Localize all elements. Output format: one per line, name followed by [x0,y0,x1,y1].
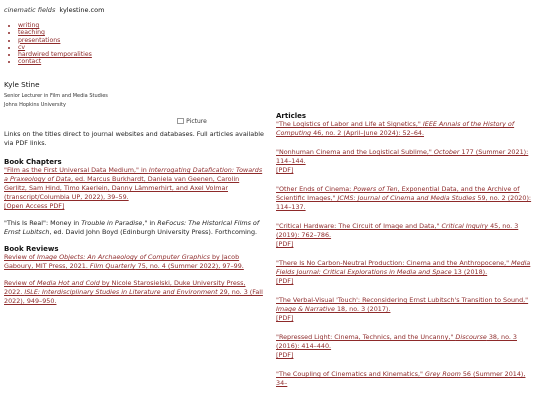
pdf-link[interactable]: [PDF] [276,351,294,359]
broken-image-icon [177,118,184,124]
picture-placeholder [120,116,264,126]
article-8-link[interactable]: "The Coupling of Cinematics and Kinematics," Grey Room 56 (Summer 2014), 34– [276,370,526,387]
article-1-link[interactable]: "The Logistics of Labor and Life at Signetics," IEEE Annals of the History of Computing 46, no. 2 (April–June 2024): 52–64. [276,120,515,137]
site-domain[interactable]: kylestine.com [59,6,105,14]
pdf-link[interactable]: [PDF] [276,240,294,248]
articles-heading: Articles [276,112,307,120]
nav-link-cv[interactable]: cv [18,43,26,51]
article-entry-2 [276,148,536,175]
main-nav [8,22,92,66]
chapter-entry-2: "This Is Real": Money in Trouble in Paradise," in ReFocus: The Historical Films of Ernst Lubitsch, ed. David John Boyd (Edinburgh University Press). Forthcoming. [4,219,260,236]
review-1-link[interactable]: Review of Image Objects: An Archaeology of Computer Graphics by Jacob Gaboury, MIT Press, 2021. Film Quarterly 75, no. 4 (Summer 2022), 97–99. [4,253,244,270]
nav-link-teaching[interactable]: teaching [18,29,45,37]
article-6-link[interactable]: "The Verbal-Visual 'Touch': Reconsidering Ernst Lubitsch's Transition to Sound," Image & Narrative 18, no. 3 (2017). [276,296,529,313]
article-2-link[interactable]: "Nonhuman Cinema and the Logistical Sublime," October 177 (Summer 2021): 114–144. [276,148,529,165]
nav-item-cv[interactable] [18,44,92,51]
article-7-link[interactable]: "Repressed Light: Cinema, Technics, and the Uncanny," Discourse 38, no. 3 (2016): 414–440. [276,333,517,350]
review-2-link[interactable]: Review of Media Hot and Cold by Nicole Starosielski, Duke University Press, 2022. ISLE: Interdisciplinary Studies in Literature and Environment 29, no. 3 (Fall 2022), 949–950. [4,279,263,305]
site-header [4,6,104,14]
nav-link-contact[interactable]: contact [18,58,42,66]
article-5-link[interactable]: "There Is No Carbon-Neutral Production: Cinema and the Anthropocene," Media Fields Journal: Critical Explorations in Media and Space 13 (2018). [276,259,531,276]
chapter-entry-1 [4,166,264,211]
open-access-pdf-link[interactable]: [Open Access PDF] [4,202,65,210]
nav-item-hardwired[interactable] [18,51,92,58]
pdf-link[interactable]: [PDF] [276,166,294,174]
author-name: Kyle Stine [4,80,40,89]
review-entry-2 [4,279,264,306]
intro-text: Links on the titles direct to journal websites and databases. Full articles available via PDF links. [4,130,264,147]
pdf-link[interactable]: [PDF] [276,277,294,285]
review-entry-1 [4,253,264,271]
article-entry-8 [276,370,536,388]
nav-item-presentations[interactable] [18,37,92,44]
article-4-link[interactable]: "Critical Hardware: The Circuit of Image and Data," Critical Inquiry 45, no. 3 (2019): 762–786. [276,222,519,239]
article-entry-1 [276,120,536,138]
nav-item-contact[interactable] [18,58,92,65]
book-reviews-heading: Book Reviews [4,245,59,253]
pdf-link[interactable]: [PDF] [276,314,294,322]
picture-alt-text: Picture [186,117,207,125]
nav-item-writing[interactable] [18,22,92,29]
nav-link-presentations[interactable]: presentations [18,36,61,44]
author-institution: Johns Hopkins University [4,102,66,108]
article-entry-5 [276,259,536,286]
book-chapters-heading: Book Chapters [4,158,62,166]
site-tagline: cinematic fields [4,6,56,14]
article-entry-3 [276,185,536,212]
article-entry-4 [276,222,536,249]
author-title: Senior Lecturer in Film and Media Studies [4,93,108,99]
article-entry-7 [276,333,536,360]
article-3-link[interactable]: "Other Ends of Cinema: Powers of Ten, Exponential Data, and the Archive of Scientific Images," JCMS: Journal of Cinema and Media Studies 59, no. 2 (2020): 114–137. [276,185,532,211]
nav-link-hardwired[interactable]: hardwired temporalities [18,51,92,59]
nav-item-teaching[interactable] [18,29,92,36]
article-entry-6 [276,296,536,323]
author-block [4,80,108,110]
chapter-1-link[interactable]: "Film as the First Universal Data Medium," in Interrogating Datafication: Towards a Praxeology of Data, ed. Marcus Burkhardt, Daniela van Geenen, Carolin Gerlitz, Sam Hind, Timo Kaerlein, Danny Lämmerhirt, and Axel Volmar (transcript/Columbia UP, 2022), 39–59. [4,166,263,201]
nav-link-writing[interactable]: writing [18,22,40,29]
right-column [276,112,536,388]
left-column [4,116,264,306]
